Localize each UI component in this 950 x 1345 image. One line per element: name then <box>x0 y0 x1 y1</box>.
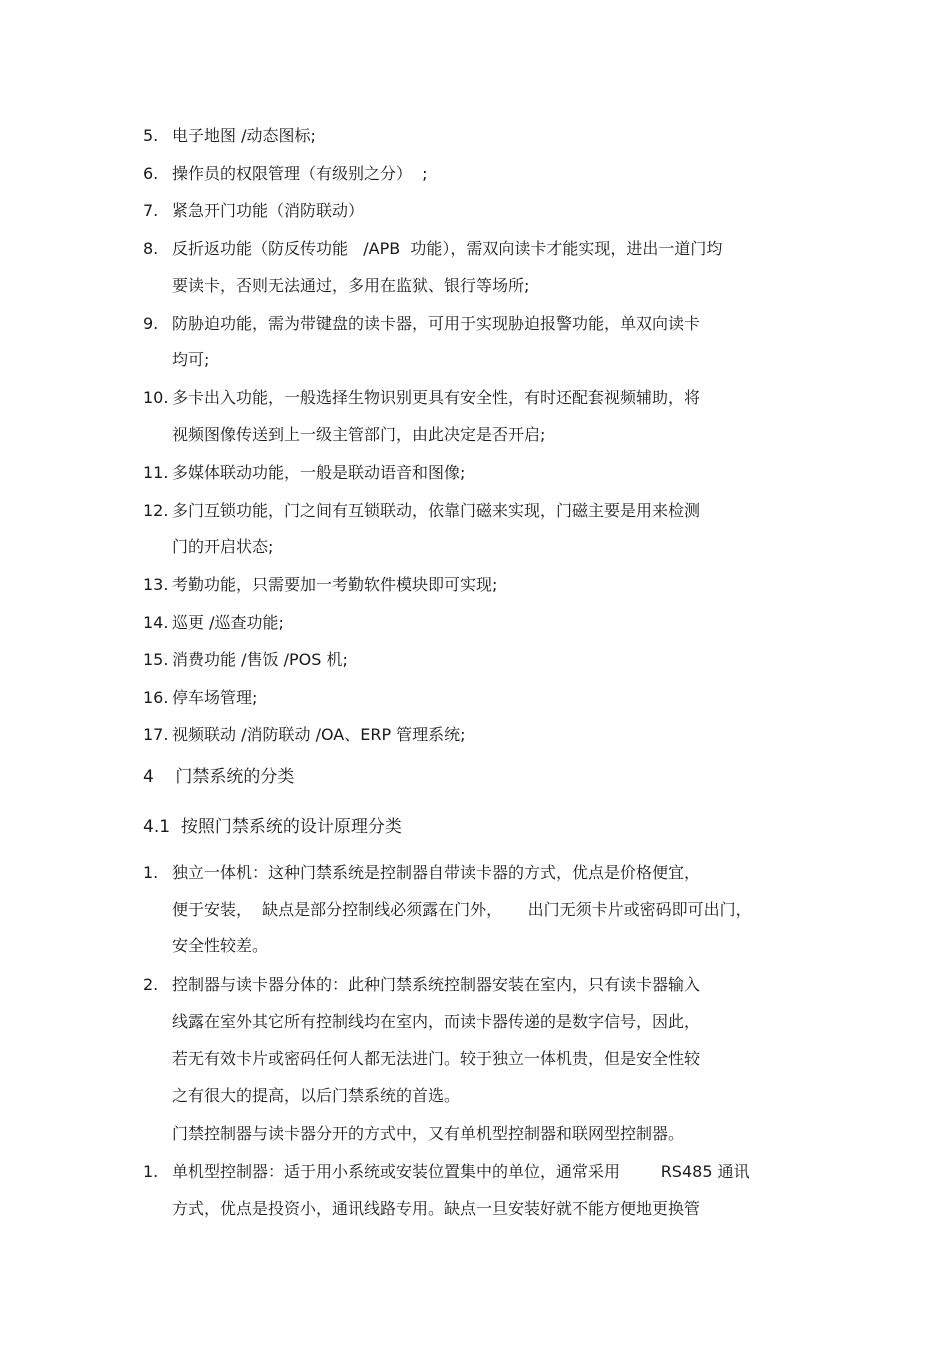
list-item-continuation <box>0 345 950 375</box>
list-item-continuation <box>0 931 950 961</box>
list-item-number: 17. <box>143 725 169 744</box>
list-item-text: 多门互锁功能，门之间有互锁联动，依靠门磁来实现，门磁主要是用来检测 <box>172 501 701 520</box>
list-item-text: 便于安装， 缺点是部分控制线必须露在门外， 出门无须卡片或密码即可出门， <box>172 900 752 919</box>
list-item-text: 控制器与读卡器分体的：此种门禁系统控制器安装在室内，只有读卡器输入 <box>172 975 701 994</box>
list-item-continuation <box>0 1194 950 1224</box>
list-item-text: 安全性较差。 <box>172 936 269 955</box>
list-item-continuation <box>0 1007 950 1037</box>
list-item-text: 操作员的权限管理（有级别之分） ; <box>172 164 428 183</box>
list-item-number: 13. <box>143 575 169 594</box>
list-item-continuation <box>0 271 950 301</box>
list-item <box>0 608 950 638</box>
list-item-continuation <box>0 532 950 562</box>
list-item-text: 电子地图 /动态图标; <box>172 126 316 145</box>
list-item-text: 线露在室外其它所有控制线均在室内，而读卡器传递的是数字信号，因此， <box>172 1012 701 1031</box>
list-item <box>0 858 950 888</box>
list-item-number: 2. <box>143 975 159 994</box>
list-item <box>0 234 950 264</box>
subsection-heading <box>0 812 950 842</box>
list-item <box>0 309 950 339</box>
list-item <box>0 159 950 189</box>
list-item-number: 5. <box>143 126 159 145</box>
list-item-number: 9. <box>143 314 159 333</box>
subsection-heading-text: 4.1 按照门禁系统的设计原理分类 <box>143 817 402 837</box>
list-item-text: 若无有效卡片或密码任何人都无法进门。较于独立一体机贵，但是安全性较 <box>172 1049 701 1068</box>
list-item-continuation <box>0 1081 950 1111</box>
list-item-number: 11. <box>143 463 169 482</box>
list-item-continuation <box>0 420 950 450</box>
section-heading <box>0 762 950 792</box>
list-item-text: 单机型控制器：适于用小系统或安装位置集中的单位，通常采用 RS485 通讯 <box>172 1162 750 1181</box>
list-item-number: 1. <box>143 1162 159 1181</box>
list-item <box>0 121 950 151</box>
list-item-number: 1. <box>143 863 159 882</box>
list-item-text: 视频联动 /消防联动 /OA、ERP 管理系统; <box>172 725 466 744</box>
list-item-text: 视频图像传送到上一级主管部门，由此决定是否开启; <box>172 425 546 444</box>
list-item-text: 紧急开门功能（消防联动） <box>172 201 365 220</box>
list-item-text: 防胁迫功能，需为带键盘的读卡器，可用于实现胁迫报警功能，单双向读卡 <box>172 314 701 333</box>
list-item-text: 消费功能 /售饭 /POS 机; <box>172 650 348 669</box>
list-item <box>0 970 950 1000</box>
list-item <box>0 496 950 526</box>
list-item <box>0 720 950 750</box>
list-item-number: 6. <box>143 164 159 183</box>
list-item-continuation <box>0 895 950 925</box>
list-item-text: 要读卡，否则无法通过，多用在监狱、银行等场所; <box>172 276 530 295</box>
list-item-text: 多媒体联动功能，一般是联动语音和图像; <box>172 463 466 482</box>
list-item <box>0 645 950 675</box>
list-item-continuation <box>0 1044 950 1074</box>
list-item-number: 14. <box>143 613 169 632</box>
list-item-text: 均可; <box>172 350 210 369</box>
list-item-text: 反折返功能（防反传功能 /APB 功能），需双向读卡才能实现，进出一道门均 <box>172 239 723 258</box>
list-item-text: 停车场管理; <box>172 688 258 707</box>
list-item-text: 门的开启状态; <box>172 537 274 556</box>
list-item <box>0 683 950 713</box>
list-item-number: 12. <box>143 501 169 520</box>
list-item <box>0 570 950 600</box>
list-item-text: 独立一体机：这种门禁系统是控制器自带读卡器的方式，优点是价格便宜， <box>172 863 701 882</box>
list-item-text: 之有很大的提高，以后门禁系统的首选。 <box>172 1086 461 1105</box>
list-item-text: 方式，优点是投资小，通讯线路专用。缺点一旦安装好就不能方便地更换管 <box>172 1199 701 1218</box>
list-item-text: 考勤功能，只需要加一考勤软件模块即可实现; <box>172 575 498 594</box>
list-item <box>0 383 950 413</box>
paragraph-text: 门禁控制器与读卡器分开的方式中，又有单机型控制器和联网型控制器。 <box>172 1124 685 1143</box>
list-item-number: 7. <box>143 201 159 220</box>
list-item-number: 15. <box>143 650 169 669</box>
list-item-number: 16. <box>143 688 169 707</box>
list-item <box>0 1157 950 1187</box>
list-item <box>0 196 950 226</box>
list-item-text: 巡更 /巡查功能; <box>172 613 284 632</box>
list-item-number: 8. <box>143 239 159 258</box>
list-item <box>0 458 950 488</box>
section-heading-text: 4 门禁系统的分类 <box>143 767 295 787</box>
list-item-text: 多卡出入功能，一般选择生物识别更具有安全性，有时还配套视频辅助，将 <box>172 388 701 407</box>
paragraph <box>0 1119 950 1149</box>
list-item-number: 10. <box>143 388 169 407</box>
